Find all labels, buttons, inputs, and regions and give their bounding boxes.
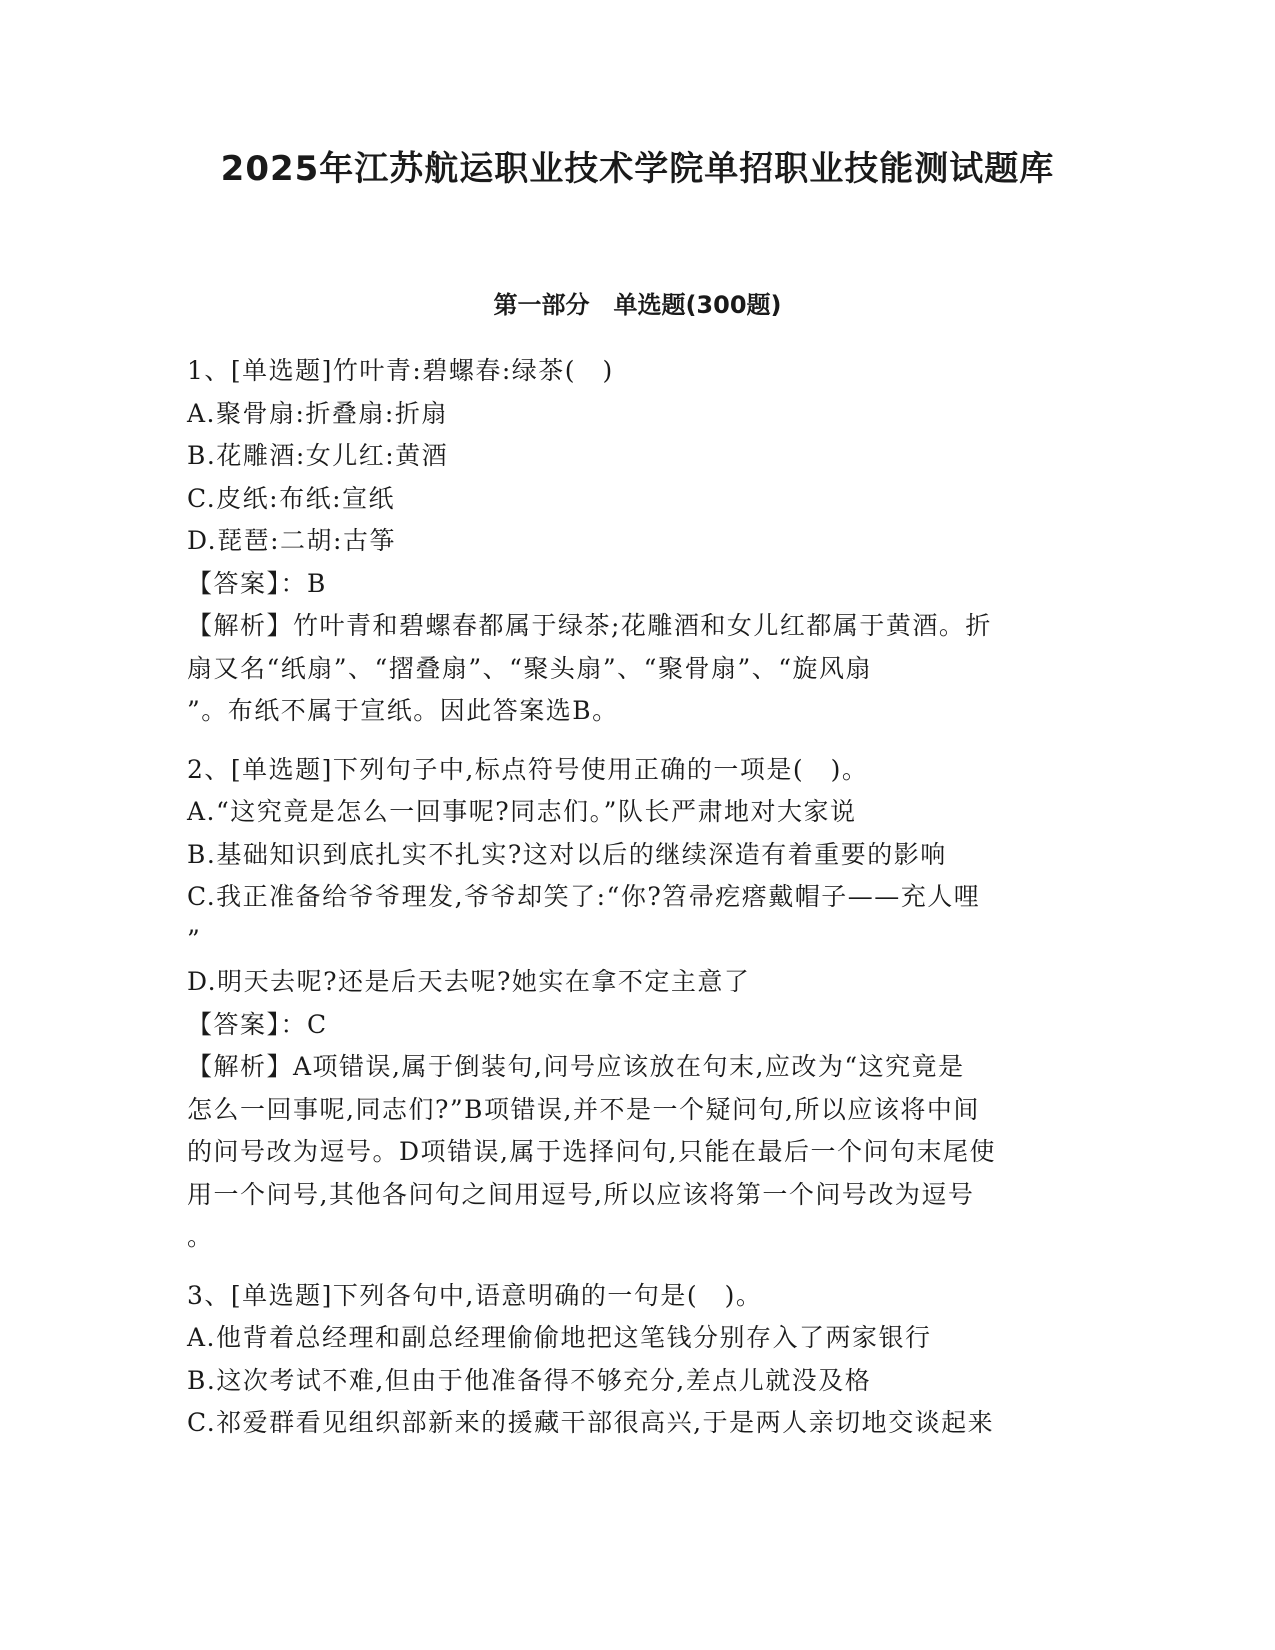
option-a: A.他背着总经理和副总经理偷偷地把这笔钱分别存入了两家银行 bbox=[187, 1323, 932, 1352]
option-d: D.明天去呢?还是后天去呢?她实在拿不定主意了 bbox=[187, 967, 751, 996]
analysis-line: 。 bbox=[187, 1222, 214, 1251]
question-3 bbox=[187, 1275, 1079, 1445]
question-stem: 1、[单选题]竹叶青:碧螺春:绿茶( ) bbox=[187, 356, 614, 385]
analysis-line: 扇又名“纸扇”、“摺叠扇”、“聚头扇”、“聚骨扇”、“旋风扇 bbox=[187, 653, 873, 683]
option-b: B.基础知识到底扎实不扎实?这对以后的继续深造有着重要的影响 bbox=[187, 839, 947, 869]
question-2 bbox=[187, 749, 1079, 1259]
analysis-line: 的问号改为逗号。D项错误,属于选择问句,只能在最后一个问句末尾使 bbox=[187, 1137, 996, 1166]
option-a: A.聚骨扇:折叠扇:折扇 bbox=[187, 398, 448, 428]
option-c-continued: ” bbox=[187, 924, 202, 954]
option-c: C.我正准备给爷爷理发,爷爷却笑了:“你?笤帚疙瘩戴帽子——充人哩 bbox=[187, 882, 981, 911]
option-c: C.皮纸:布纸:宣纸 bbox=[187, 483, 396, 513]
section-heading: 第一部分 单选题(300题) bbox=[493, 291, 782, 319]
analysis-line: ”。布纸不属于宣纸。因此答案选B。 bbox=[187, 696, 619, 725]
question-stem: 3、[单选题]下列各句中,语意明确的一句是( )。 bbox=[187, 1280, 763, 1310]
option-b: B.花雕酒:女儿红:黄酒 bbox=[187, 441, 449, 470]
option-c: C.祁爱群看见组织部新来的援藏干部很高兴,于是两人亲切地交谈起来 bbox=[187, 1408, 995, 1437]
answer: 【答案】：B bbox=[187, 568, 327, 598]
analysis-line: 用一个问号,其他各问句之间用逗号,所以应该将第一个问号改为逗号 bbox=[187, 1179, 975, 1209]
analysis-line: 怎么一回事呢,同志们?”B项错误,并不是一个疑问句,所以应该将中间 bbox=[187, 1094, 980, 1124]
question-list bbox=[187, 350, 1079, 1445]
analysis-line: 【解析】竹叶青和碧螺春都属于绿茶;花雕酒和女儿红都属于黄酒。折 bbox=[187, 611, 992, 640]
question-1 bbox=[187, 350, 1079, 733]
page-title: 2025年江苏航运职业技术学院单招职业技能测试题库 bbox=[220, 149, 1055, 189]
question-stem: 2、[单选题]下列句子中,标点符号使用正确的一项是( )。 bbox=[187, 754, 869, 784]
analysis-line: 【解析】A项错误,属于倒装句,问号应该放在句末,应改为“这究竟是 bbox=[187, 1052, 965, 1081]
answer: 【答案】：C bbox=[187, 1009, 328, 1039]
option-d: D.琵琶:二胡:古筝 bbox=[187, 526, 396, 555]
option-b: B.这次考试不难,但由于他准备得不够充分,差点儿就没及格 bbox=[187, 1365, 872, 1395]
option-a: A.“这究竟是怎么一回事呢?同志们。”队长严肃地对大家说 bbox=[187, 797, 857, 826]
